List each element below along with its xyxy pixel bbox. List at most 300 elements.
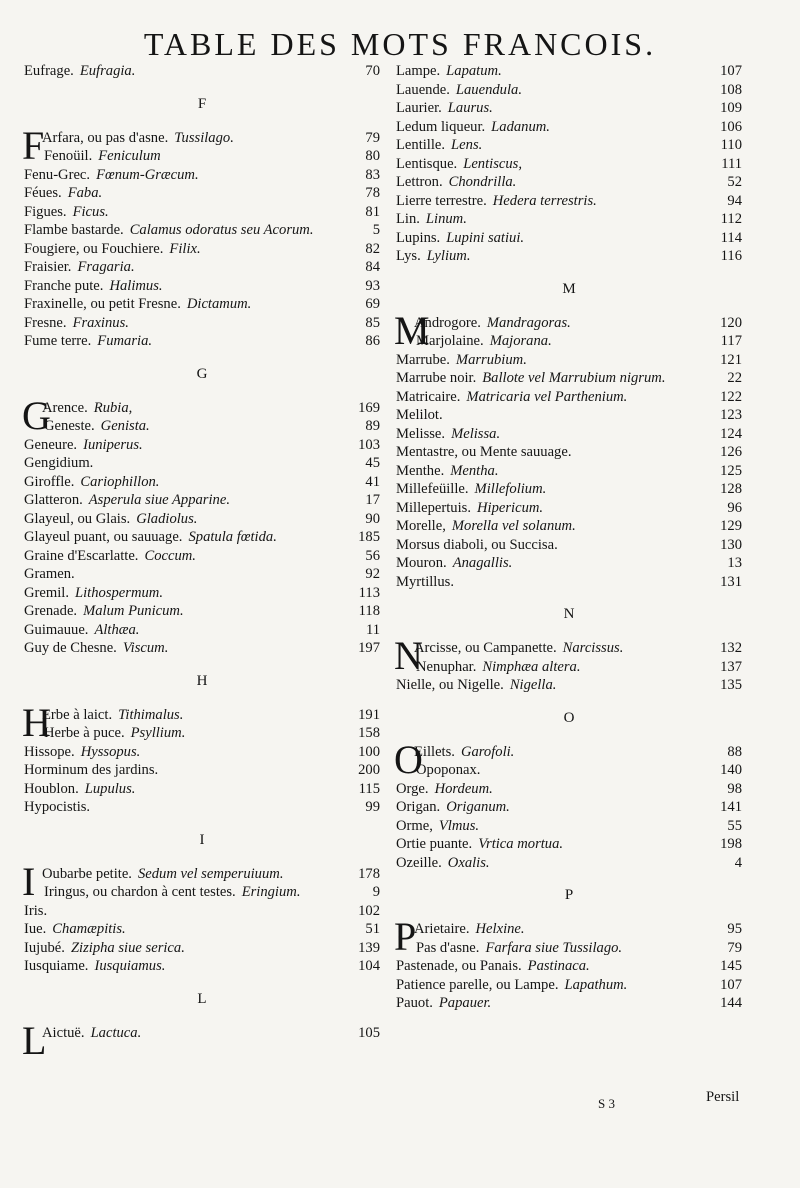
signature-mark: S 3 <box>598 1096 615 1111</box>
page-number: 109 <box>720 100 742 116</box>
latin-name: Althæa. <box>94 621 140 638</box>
latin-name: Eringium. <box>241 884 301 900</box>
index-entry <box>24 295 380 314</box>
page-number: 169 <box>358 399 380 416</box>
index-entry <box>24 166 380 185</box>
page-number: 116 <box>720 248 742 264</box>
latin-name: Coccum. <box>144 547 196 564</box>
french-name: Ledum liqueur. <box>396 118 486 135</box>
latin-name: Matricaria vel Parthenium. <box>466 388 628 405</box>
page-number: 45 <box>365 455 380 471</box>
index-entry <box>396 957 742 976</box>
page-number: 103 <box>358 436 380 453</box>
index-entry <box>396 99 742 118</box>
french-name: Marrube. <box>396 351 450 368</box>
latin-name: Lentiscus, <box>463 155 522 172</box>
latin-name: Faba. <box>67 185 103 201</box>
page-number: 130 <box>720 536 742 553</box>
page-number: 81 <box>365 203 380 220</box>
latin-name: Lupini satiui. <box>446 229 525 246</box>
french-name: Fenoüil. <box>44 148 93 164</box>
catchword: Persil <box>706 1089 740 1105</box>
french-name: Opoponax. <box>416 762 481 778</box>
french-name: Horminum des jardins. <box>24 762 159 778</box>
french-name: Houblon. <box>24 780 79 797</box>
french-name: Geneste. <box>44 418 95 434</box>
french-name: Arfara, ou pas d'asne. <box>42 129 169 146</box>
latin-name: Tussilago. <box>174 129 234 146</box>
latin-name: Malum Punicum. <box>83 603 184 619</box>
french-name: Iringus, ou chardon à cent testes. <box>44 884 236 900</box>
page-number: 99 <box>365 799 380 815</box>
french-name: Mouron. <box>396 555 447 571</box>
drop-cap: H <box>22 699 51 745</box>
index-entry <box>396 425 742 444</box>
page-title: TABLE DES MOTS FRANCOIS. <box>143 26 657 62</box>
page-number: 122 <box>720 388 742 405</box>
index-entry <box>396 173 742 192</box>
page-number: 114 <box>720 229 742 246</box>
latin-name: Filix. <box>169 240 201 257</box>
latin-name: Eufragia. <box>79 63 136 79</box>
page-number: 17 <box>365 492 380 508</box>
french-name: Gremil. <box>24 584 69 601</box>
french-name: Glatteron. <box>24 492 83 508</box>
index-entry <box>24 436 380 455</box>
drop-cap: M <box>394 307 430 353</box>
page-number: 70 <box>365 63 380 79</box>
section-letter: M <box>562 280 576 297</box>
french-name: Féues. <box>24 185 62 201</box>
page-number: 107 <box>720 976 742 993</box>
index-entry <box>24 584 380 603</box>
page-number: 113 <box>358 584 380 601</box>
latin-name: Lapatum. <box>446 63 502 79</box>
french-name: Figues. <box>24 203 67 220</box>
section-letter: I <box>199 831 205 848</box>
page-number: 191 <box>358 706 380 723</box>
page-number: 82 <box>365 240 380 257</box>
latin-name: Nigella. <box>509 677 557 693</box>
page-number: 126 <box>720 444 742 460</box>
page-number: 88 <box>727 743 742 760</box>
page-number: 86 <box>365 333 380 349</box>
index-entry <box>396 351 742 370</box>
section-letter: O <box>563 709 575 726</box>
latin-name: Psyllium. <box>130 725 186 741</box>
french-name: Giroffle. <box>24 473 75 490</box>
index-entry <box>396 136 742 155</box>
index-entry <box>396 536 742 555</box>
latin-name: Hedera terrestris. <box>492 192 597 209</box>
page-number: 84 <box>365 259 380 275</box>
page-number: 89 <box>365 418 380 434</box>
page-number: 11 <box>365 621 380 638</box>
french-name: Ortie puante. <box>396 836 473 852</box>
index-entry <box>396 994 742 1013</box>
page-number: 92 <box>365 566 380 582</box>
page-number: 120 <box>720 314 742 331</box>
index-entry <box>396 817 742 836</box>
latin-name: Viscum. <box>122 640 169 656</box>
french-name: Lauende. <box>396 81 450 98</box>
latin-name: Lupulus. <box>84 780 136 797</box>
index-entry <box>396 388 742 407</box>
latin-name: Majorana. <box>489 333 552 349</box>
french-name: Fougiere, ou Fouchiere. <box>24 240 164 257</box>
page-number: 102 <box>358 902 380 919</box>
french-name: Origan. <box>396 799 441 815</box>
index-entry <box>396 443 742 462</box>
page-number: 22 <box>727 370 742 386</box>
index-entry <box>24 920 380 939</box>
index-entry <box>22 1017 380 1063</box>
french-name: Orme, <box>396 817 433 834</box>
french-name: Orge. <box>396 780 429 797</box>
page-number: 129 <box>720 518 742 534</box>
french-name: Lettron. <box>396 174 443 190</box>
page-number: 121 <box>720 351 742 368</box>
french-name: Oubarbe petite. <box>42 865 132 882</box>
french-name: Menthe. <box>396 462 445 479</box>
index-entry <box>24 957 380 976</box>
drop-cap: L <box>22 1017 47 1063</box>
section-letter: P <box>564 887 574 903</box>
latin-name: Nimphæa altera. <box>482 658 581 675</box>
index-entry <box>24 639 380 658</box>
index-entry <box>396 939 742 958</box>
page-number: 79 <box>727 939 742 956</box>
index-entry <box>24 277 380 296</box>
french-name: Arcisse, ou Campanette. <box>414 640 557 656</box>
french-name: Geneure. <box>24 436 78 453</box>
french-name: Morsus diaboli, ou Succisa. <box>396 536 558 553</box>
section-letter: L <box>197 990 207 1007</box>
page-number: 185 <box>358 529 380 545</box>
latin-name: Asperula siue Apparine. <box>88 492 230 508</box>
index-entry <box>24 332 380 351</box>
page-number: 107 <box>720 63 742 79</box>
page-number: 13 <box>727 555 742 571</box>
page-number: 69 <box>365 296 380 312</box>
page-number: 4 <box>734 854 742 871</box>
index-entry <box>396 854 742 873</box>
drop-cap: I <box>22 858 36 904</box>
latin-name: Fumaria. <box>97 333 153 349</box>
drop-cap: G <box>22 392 51 438</box>
french-name: Marrube noir. <box>396 370 477 386</box>
page-number: 108 <box>720 81 742 98</box>
section-letter: H <box>196 672 208 689</box>
page-number: 5 <box>372 222 380 238</box>
index-entry <box>24 221 380 240</box>
latin-name: Genista. <box>100 418 150 434</box>
latin-name: Vlmus. <box>438 817 480 834</box>
latin-name: Ladanum. <box>491 118 550 135</box>
page-number: 135 <box>720 677 742 693</box>
latin-name: Tithimalus. <box>118 706 184 723</box>
index-entry <box>396 835 742 854</box>
index-entry <box>396 676 742 695</box>
drop-cap: P <box>394 914 417 959</box>
latin-name: Hordeum. <box>434 780 493 797</box>
page-number: 145 <box>720 958 742 974</box>
page-number: 105 <box>358 1024 380 1041</box>
latin-name: Lithospermum. <box>75 584 163 601</box>
french-name: Myrtillus. <box>396 573 454 590</box>
page-number: 79 <box>365 129 380 146</box>
page-number: 131 <box>720 573 742 590</box>
page-number: 9 <box>372 884 380 900</box>
latin-name: Lauendula. <box>455 81 522 98</box>
french-name: Lierre terrestre. <box>396 192 487 209</box>
page-number: 96 <box>727 499 742 516</box>
latin-name: Zizipha siue serica. <box>70 939 185 956</box>
page-number: 132 <box>720 640 742 656</box>
page-number: 111 <box>721 155 742 172</box>
index-entry <box>24 314 380 333</box>
index-entry <box>396 761 742 780</box>
index-entry <box>24 203 380 222</box>
index-entry <box>24 743 380 762</box>
latin-name: Dictamum. <box>186 296 252 312</box>
page-number: 100 <box>358 743 380 760</box>
page-number: 55 <box>727 817 742 834</box>
latin-name: Mandragoras. <box>486 314 571 331</box>
page-number: 198 <box>720 836 742 852</box>
french-name: Flambe bastarde. <box>24 222 124 238</box>
index-entry <box>24 902 380 921</box>
latin-name: Vrtica mortua. <box>478 836 564 852</box>
french-name: Arence. <box>42 399 88 416</box>
french-name: Fraxinelle, ou petit Fresne. <box>24 296 181 312</box>
index-entry <box>396 62 742 81</box>
latin-name: Sedum vel semperuiuum. <box>137 865 284 882</box>
french-name: Ozeille. <box>396 854 442 871</box>
french-name: Melilot. <box>396 407 443 423</box>
french-name: Arietaire. <box>414 921 470 937</box>
latin-name: Iuniperus. <box>83 436 143 453</box>
latin-name: Marrubium. <box>455 351 527 368</box>
index-entry <box>396 554 742 573</box>
french-name: Hypocistis. <box>24 799 91 815</box>
latin-name: Morella vel solanum. <box>451 518 576 534</box>
french-name: Fume terre. <box>24 333 92 349</box>
index-entry <box>396 192 742 211</box>
index-entry <box>396 406 742 425</box>
page-number: 51 <box>365 921 380 937</box>
page-number: 178 <box>358 865 380 882</box>
french-name: Pastenade, ou Panais. <box>396 958 522 974</box>
index-entry <box>396 517 742 536</box>
french-name: Fresne. <box>24 314 67 331</box>
page-number: 128 <box>720 481 742 497</box>
left-column <box>22 62 380 1063</box>
latin-name: Narcissus. <box>562 640 624 656</box>
index-entry <box>24 491 380 510</box>
latin-name: Lens. <box>451 137 483 153</box>
french-name: Gramen. <box>24 566 75 582</box>
french-name: Lentille. <box>396 137 446 153</box>
latin-name: Garofoli. <box>460 743 515 760</box>
latin-name: Anagallis. <box>452 555 513 571</box>
page-number: 137 <box>720 658 742 675</box>
french-name: Guimauue. <box>24 621 89 638</box>
latin-name: Lylium. <box>426 248 471 264</box>
french-name: Millepertuis. <box>396 499 471 516</box>
french-name: Erbe à laict. <box>42 706 113 723</box>
french-name: Pas d'asne. <box>416 939 480 956</box>
french-name: Glayeul, ou Glais. <box>24 510 131 527</box>
page-number: 104 <box>358 958 380 974</box>
latin-name: Millefolium. <box>474 481 547 497</box>
page-number: 197 <box>358 640 380 656</box>
index-entry <box>24 240 380 259</box>
french-name: Iris. <box>24 902 48 919</box>
index-entry <box>24 724 380 743</box>
latin-name: Origanum. <box>446 799 510 815</box>
french-name: Aictuë. <box>42 1024 85 1041</box>
latin-name: Mentha. <box>450 462 499 479</box>
section-letter: N <box>563 606 575 622</box>
index-entry <box>24 147 380 166</box>
page-number: 117 <box>720 333 742 349</box>
latin-name: Chamæpitis. <box>52 921 126 937</box>
french-name: Melisse. <box>396 425 446 442</box>
page-number: 115 <box>358 780 380 797</box>
latin-name: Feniculum <box>98 148 161 164</box>
french-name: Nenuphar. <box>416 658 477 675</box>
french-name: Marjolaine. <box>416 333 484 349</box>
french-name: Fraisier. <box>24 259 72 275</box>
latin-name: Calamus odoratus seu Acorum. <box>129 222 314 238</box>
french-name: Gengidium. <box>24 455 94 471</box>
french-name: Patience parelle, ou Lampe. <box>396 976 559 993</box>
page-number: 95 <box>727 921 742 937</box>
page-number: 98 <box>727 780 742 797</box>
french-name: Matricaire. <box>396 388 461 405</box>
page-number: 78 <box>365 185 380 201</box>
french-name: Fenu-Grec. <box>24 166 91 183</box>
drop-cap: N <box>394 633 423 678</box>
latin-name: Rubia, <box>93 399 133 416</box>
page-number: 140 <box>720 762 742 778</box>
section-letter: F <box>197 95 207 112</box>
latin-name: Halimus. <box>109 277 163 294</box>
index-entry <box>24 761 380 780</box>
index-entry <box>396 332 742 351</box>
index-entry <box>24 528 380 547</box>
index-entry <box>396 976 742 995</box>
french-name: Lin. <box>396 211 420 227</box>
index-entry <box>396 658 742 677</box>
latin-name: Iusquiamus. <box>94 958 166 974</box>
latin-name: Ficus. <box>72 203 109 220</box>
index-entry <box>24 473 380 492</box>
page-number: 110 <box>720 137 742 153</box>
french-name: Nielle, ou Nigelle. <box>396 677 504 693</box>
index-entry <box>396 81 742 100</box>
index-entry <box>396 247 742 266</box>
latin-name: Oxalis. <box>447 854 490 871</box>
index-entry <box>24 602 380 621</box>
page-number: 85 <box>365 314 380 331</box>
page-number: 158 <box>358 725 380 741</box>
french-name: Grenade. <box>24 603 78 619</box>
latin-name: Linum. <box>425 211 467 227</box>
latin-name: Cariophillon. <box>80 473 160 490</box>
french-name: Lys. <box>396 248 421 264</box>
page-number: 94 <box>727 192 742 209</box>
drop-cap: O <box>394 736 423 782</box>
index-entry <box>24 798 380 817</box>
index-entry <box>24 883 380 902</box>
index-entry <box>396 462 742 481</box>
french-name: Mentastre, ou Mente sauuage. <box>396 444 572 460</box>
index-entry <box>24 417 380 436</box>
french-name: Laurier. <box>396 100 442 116</box>
french-name: Lentisque. <box>396 155 458 172</box>
page-number: 139 <box>358 939 380 956</box>
page-number: 125 <box>720 462 742 479</box>
index-entry <box>24 547 380 566</box>
latin-name: Fœnum-Græcum. <box>96 166 199 183</box>
index-entry <box>24 510 380 529</box>
latin-name: Laurus. <box>447 100 493 116</box>
french-name: Morelle, <box>396 518 446 534</box>
french-name: Pauot. <box>396 995 433 1011</box>
page-number: 123 <box>720 407 742 423</box>
right-column <box>396 62 742 1013</box>
page-number: 106 <box>720 118 742 135</box>
page-number: 200 <box>358 762 380 778</box>
page-number: 41 <box>365 473 380 490</box>
latin-name: Chondrilla. <box>448 174 517 190</box>
french-name: Eillets. <box>414 743 455 760</box>
french-name: Hissope. <box>24 743 75 760</box>
index-entry <box>24 258 380 277</box>
page-number: 93 <box>365 277 380 294</box>
latin-name: Lactuca. <box>90 1024 142 1041</box>
latin-name: Ballote vel Marrubium nigrum. <box>482 370 666 386</box>
french-name: Androgore. <box>414 314 481 331</box>
french-name: Iujubé. <box>24 939 65 956</box>
index-entry <box>396 480 742 499</box>
index-entry <box>396 155 742 174</box>
drop-cap: F <box>22 122 45 168</box>
page-number: 118 <box>358 603 380 619</box>
index-entry <box>24 621 380 640</box>
page-number: 83 <box>365 166 380 183</box>
french-name: Herbe à puce. <box>44 725 125 741</box>
index-entry <box>24 184 380 203</box>
index-entry <box>396 499 742 518</box>
french-name: Glayeul puant, ou sauuage. <box>24 529 183 545</box>
latin-name: Fraxinus. <box>72 314 129 331</box>
latin-name: Fragaria. <box>77 259 135 275</box>
index-entry <box>396 780 742 799</box>
index-entry <box>24 454 380 473</box>
latin-name: Farfara siue Tussilago. <box>485 939 623 956</box>
latin-name: Spatula fœtida. <box>188 529 277 545</box>
french-name: Guy de Chesne. <box>24 640 117 656</box>
latin-name: Hyssopus. <box>80 743 141 760</box>
index-entry <box>396 573 742 592</box>
latin-name: Lapathum. <box>564 976 628 993</box>
page-number: 144 <box>720 995 742 1011</box>
page-number: 56 <box>365 547 380 564</box>
page-number: 112 <box>720 211 742 227</box>
